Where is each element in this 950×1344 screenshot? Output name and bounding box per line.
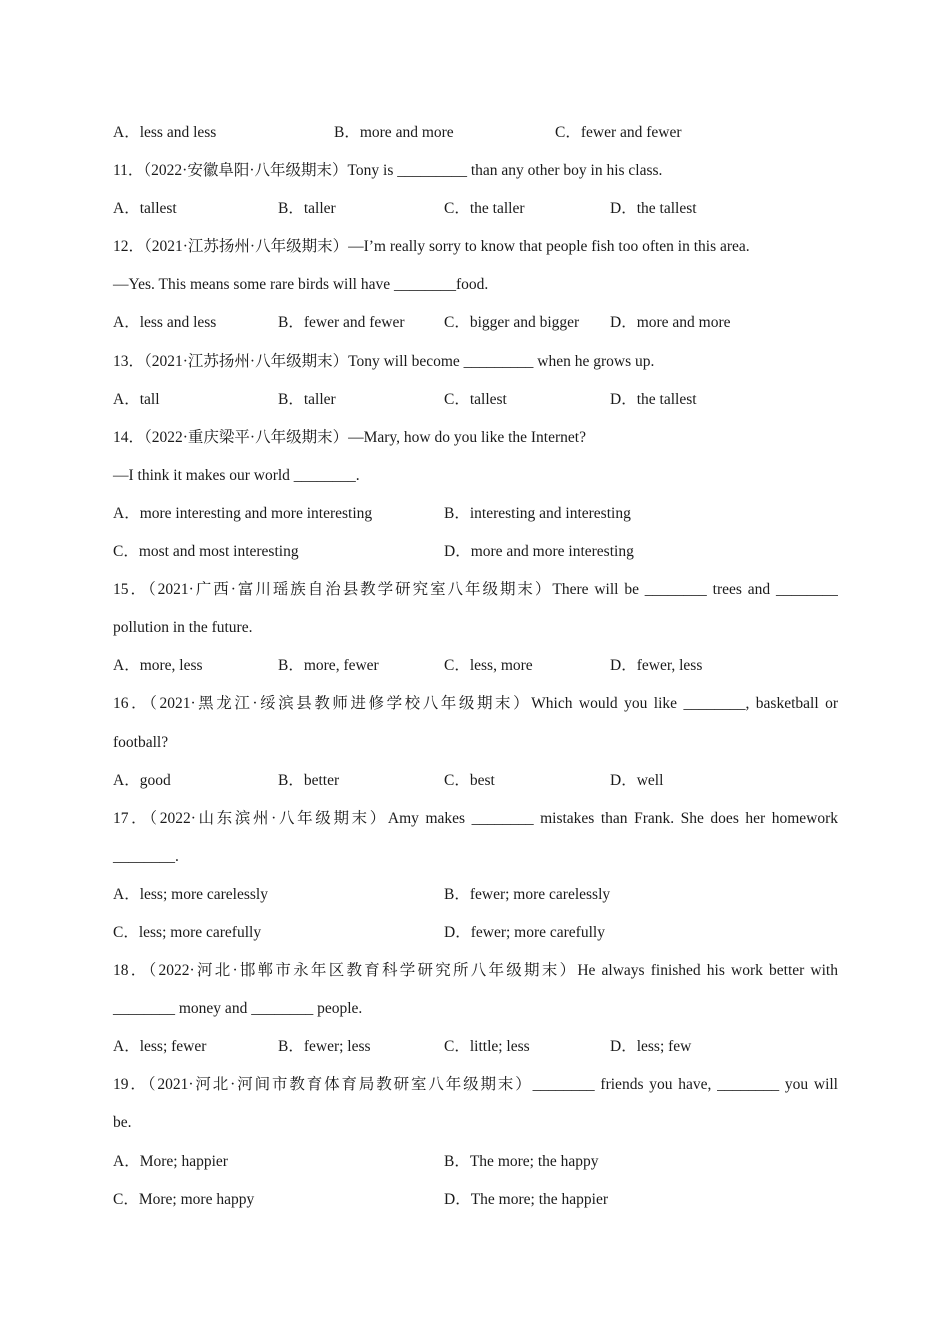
option-letter: B． bbox=[278, 657, 304, 675]
option-text: better bbox=[303, 771, 340, 789]
option-letter: B． bbox=[278, 314, 304, 332]
option-letter: A． bbox=[113, 390, 140, 408]
option-text: fewer; more carefully bbox=[470, 923, 605, 941]
option-letter: B． bbox=[444, 504, 470, 522]
option-text: tallest bbox=[469, 390, 507, 408]
option-text: less; fewer bbox=[139, 1038, 207, 1056]
question-text: football? bbox=[113, 733, 169, 751]
option-text: most and most interesting bbox=[138, 543, 299, 561]
option-text: More; happier bbox=[139, 1152, 228, 1170]
option-text: more, less bbox=[139, 657, 203, 675]
option-text: more and more interesting bbox=[470, 543, 634, 561]
option-letter: B． bbox=[334, 124, 360, 141]
option bbox=[444, 762, 495, 800]
option-text: fewer; less bbox=[303, 1038, 371, 1056]
option-text: interesting and interesting bbox=[469, 504, 631, 522]
question-line bbox=[113, 228, 838, 266]
option-letter: B． bbox=[278, 1038, 304, 1056]
options-row bbox=[113, 876, 838, 914]
option bbox=[113, 914, 261, 952]
option-text: taller bbox=[303, 390, 336, 408]
option-letter: A． bbox=[113, 657, 140, 675]
option-letter: D． bbox=[610, 390, 637, 408]
option bbox=[278, 190, 336, 228]
option bbox=[278, 647, 379, 685]
option-letter: C． bbox=[444, 314, 470, 332]
document-page bbox=[113, 114, 838, 1219]
option-text: more, fewer bbox=[303, 657, 379, 675]
option-text: less; few bbox=[636, 1038, 692, 1056]
option bbox=[444, 1143, 599, 1181]
options-row bbox=[113, 762, 838, 800]
option-text: more interesting and more interesting bbox=[139, 504, 373, 522]
question-line bbox=[113, 1104, 838, 1142]
option bbox=[113, 114, 216, 152]
option bbox=[113, 304, 216, 342]
option-text: more and more bbox=[359, 124, 454, 141]
options-row bbox=[113, 1143, 838, 1181]
option bbox=[113, 1181, 254, 1219]
options-row bbox=[113, 495, 838, 533]
option-letter: C． bbox=[444, 657, 470, 675]
question-text: pollution in the future. bbox=[113, 619, 253, 637]
question-text: 19．（2021·河北·河间市教育体育局教研室八年级期末）________ friends you have, ________ you will bbox=[113, 1076, 838, 1094]
question-text: 13．（2021·江苏扬州·八年级期末）Tony will become _________ when he grows up. bbox=[113, 352, 655, 370]
question-text: 11．（2022·安徽阜阳·八年级期末）Tony is _________ than any other boy in his class. bbox=[113, 162, 663, 180]
option-letter: D． bbox=[444, 543, 471, 561]
option-letter: C． bbox=[555, 124, 581, 141]
option-text: best bbox=[469, 771, 495, 789]
question-text: ________. bbox=[113, 847, 179, 865]
option-text: tall bbox=[139, 390, 160, 408]
option-letter: D． bbox=[610, 314, 637, 332]
question-line bbox=[113, 952, 838, 990]
option bbox=[278, 304, 405, 342]
option-letter: A． bbox=[113, 771, 140, 789]
question-line bbox=[113, 343, 838, 381]
option bbox=[444, 533, 634, 571]
option bbox=[444, 647, 533, 685]
option bbox=[444, 1028, 530, 1066]
option bbox=[610, 647, 702, 685]
option bbox=[113, 495, 372, 533]
option-letter: A． bbox=[113, 200, 140, 218]
option-text: fewer, less bbox=[636, 657, 703, 675]
option bbox=[113, 647, 203, 685]
options-row bbox=[113, 914, 838, 952]
option bbox=[444, 1181, 608, 1219]
option-letter: D． bbox=[444, 923, 471, 941]
option bbox=[278, 762, 339, 800]
option-letter: C． bbox=[113, 923, 139, 941]
option bbox=[610, 190, 697, 228]
option-text: fewer; more carelessly bbox=[469, 885, 611, 903]
option bbox=[113, 533, 299, 571]
option bbox=[278, 1028, 371, 1066]
question-line bbox=[113, 152, 838, 190]
option bbox=[334, 114, 454, 152]
question-line bbox=[113, 609, 838, 647]
option bbox=[444, 304, 579, 342]
options-row bbox=[113, 1181, 838, 1219]
question-line bbox=[113, 1066, 838, 1104]
option-letter: D． bbox=[610, 200, 637, 218]
option-letter: B． bbox=[444, 1152, 470, 1170]
option-text: less and less bbox=[139, 314, 217, 332]
question-line bbox=[113, 724, 838, 762]
option bbox=[610, 762, 663, 800]
option-text: the tallest bbox=[636, 200, 697, 218]
option-letter: C． bbox=[113, 1190, 139, 1208]
option bbox=[113, 381, 160, 419]
options-row bbox=[113, 1028, 838, 1066]
option-letter: B． bbox=[444, 885, 470, 903]
question-text: 15．（2021·广西·富川瑶族自治县教学研究室八年级期末）There will be ________ trees and ________ bbox=[113, 581, 838, 599]
question-text: 14．（2022·重庆梁平·八年级期末）—Mary, how do you like the Internet? bbox=[113, 428, 586, 446]
option bbox=[113, 1028, 206, 1066]
question-text: 12．（2021·江苏扬州·八年级期末）—I’m really sorry to know that people fish too often in this area. bbox=[113, 238, 750, 256]
option-letter: D． bbox=[610, 657, 637, 675]
question-text: 17．（2022·山东滨州·八年级期末）Amy makes ________ mistakes than Frank. She does her homework bbox=[113, 809, 838, 827]
option-text: More; more happy bbox=[138, 1190, 255, 1208]
question-line bbox=[113, 457, 838, 495]
option-letter: C． bbox=[444, 390, 470, 408]
option-text: good bbox=[139, 771, 171, 789]
question-line bbox=[113, 685, 838, 723]
option bbox=[444, 381, 507, 419]
option-letter: B． bbox=[278, 771, 304, 789]
option-text: tallest bbox=[139, 200, 177, 218]
option bbox=[113, 762, 171, 800]
options-row bbox=[113, 304, 838, 342]
option-text: The more; the happier bbox=[470, 1190, 608, 1208]
options-row bbox=[113, 647, 838, 685]
question-text: 18．（2022·河北·邯郸市永年区教育科学研究所八年级期末）He always finished his work better with bbox=[113, 962, 838, 980]
option-text: taller bbox=[303, 200, 336, 218]
question-line bbox=[113, 838, 838, 876]
option bbox=[610, 381, 697, 419]
option-text: The more; the happy bbox=[469, 1152, 599, 1170]
question-line bbox=[113, 266, 838, 304]
option bbox=[444, 495, 631, 533]
option-text: fewer and fewer bbox=[303, 314, 405, 332]
option-letter: A． bbox=[113, 1152, 140, 1170]
option-text: less, more bbox=[469, 657, 533, 675]
option-text: bigger and bigger bbox=[469, 314, 580, 332]
option-text: less; more carelessly bbox=[139, 885, 268, 903]
option-text: little; less bbox=[469, 1038, 530, 1056]
option-letter: C． bbox=[444, 1038, 470, 1056]
question-line bbox=[113, 990, 838, 1028]
option-text: the taller bbox=[469, 200, 525, 218]
option-letter: C． bbox=[444, 200, 470, 218]
option-letter: D． bbox=[444, 1190, 471, 1208]
option-text: less; more carefully bbox=[138, 923, 262, 941]
question-line bbox=[113, 800, 838, 838]
option-letter: A． bbox=[113, 504, 140, 522]
option-text: fewer and fewer bbox=[580, 124, 682, 141]
option bbox=[113, 190, 177, 228]
option-letter: D． bbox=[610, 771, 637, 789]
option-text: the tallest bbox=[636, 390, 697, 408]
option bbox=[444, 914, 605, 952]
question-line bbox=[113, 571, 838, 609]
question-text: ________ money and ________ people. bbox=[113, 1000, 363, 1018]
option-text: more and more bbox=[636, 314, 731, 332]
option bbox=[113, 876, 268, 914]
option-text: well bbox=[636, 771, 664, 789]
question-text: be. bbox=[113, 1114, 132, 1132]
options-row bbox=[113, 114, 838, 152]
option-letter: C． bbox=[113, 543, 139, 561]
option-letter: B． bbox=[278, 390, 304, 408]
option bbox=[555, 114, 682, 152]
options-row bbox=[113, 190, 838, 228]
option bbox=[610, 1028, 691, 1066]
option bbox=[278, 381, 336, 419]
option-letter: A． bbox=[113, 314, 140, 332]
options-row bbox=[113, 381, 838, 419]
question-text: —Yes. This means some rare birds will have ________food. bbox=[113, 276, 489, 294]
option-letter: D． bbox=[610, 1038, 637, 1056]
question-text: 16．（2021·黑龙江·绥滨县教师进修学校八年级期末）Which would you like ________, basketball or bbox=[113, 695, 838, 713]
option bbox=[113, 1143, 228, 1181]
option-letter: A． bbox=[113, 1038, 140, 1056]
option bbox=[444, 190, 525, 228]
question-line bbox=[113, 419, 838, 457]
options-row bbox=[113, 533, 838, 571]
question-text: —I think it makes our world ________. bbox=[113, 466, 360, 484]
option bbox=[444, 876, 610, 914]
option-letter: A． bbox=[113, 885, 140, 903]
option-letter: A． bbox=[113, 124, 140, 141]
option-text: less and less bbox=[139, 124, 217, 141]
option-letter: C． bbox=[444, 771, 470, 789]
option bbox=[610, 304, 731, 342]
option-letter: B． bbox=[278, 200, 304, 218]
